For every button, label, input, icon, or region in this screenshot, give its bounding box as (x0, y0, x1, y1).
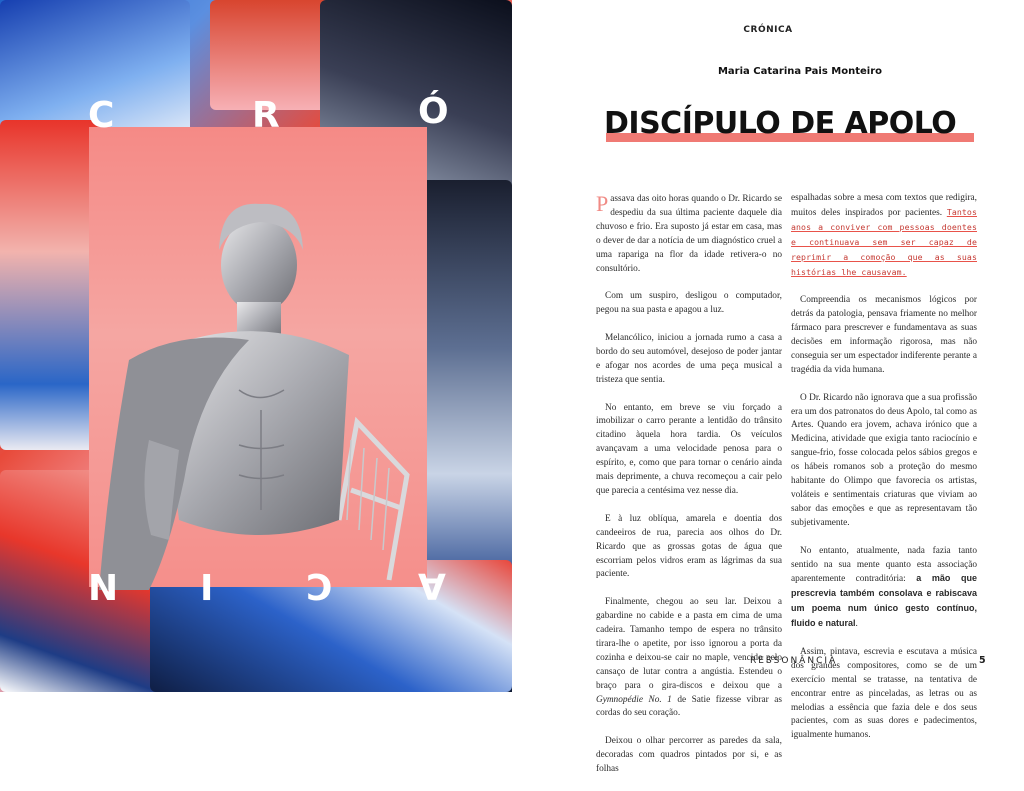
page-number: 5 (979, 655, 986, 666)
title-letter: R (252, 95, 280, 136)
text-column-left (596, 193, 782, 791)
magazine-name: RESSONÂNCIA (750, 656, 838, 666)
paragraph: Melancólico, iniciou a jornada rumo a casa a bordo do seu automóvel, desejoso de poder jantar e afogar nos acordes de uma peça musical a tristeza que sentia. (596, 333, 782, 385)
paint-stroke (210, 0, 330, 110)
title-letter: I (200, 565, 214, 606)
title-letter: C (88, 95, 115, 136)
paragraph: Deixou o olhar percorrer as paredes da sala, decoradas com quadros pintados por si, e as folhas (596, 736, 782, 775)
article-title-block (604, 106, 956, 141)
title-letter: Ó (418, 91, 449, 132)
paragraph-text: Finalmente, chegou ao seu lar. Deixou a gabardine no cabide e a pasta em cima de uma cadeira. Tamanho tempo de espera no trânsito tirara-lhe o apetite, por isso ignorou a porta da cozinha e deixou-se cair no maple, vencido pelo cansaço de lutar contra a angústia. Estendeu o braço para o gira-discos e deixou que a (596, 597, 782, 691)
paragraph: O Dr. Ricardo não ignorava que a sua profissão era um dos patronatos do deus Apolo, tal como as Artes. Quando era jovem, achava irónico que a Medicina, atividade que exigia tanto raciocínio e sangue-frio, fosse colocada pelos sábios gregos e os hábeis romanos sob a proteção do mesmo habitante do Olimpo que favorecia os artistas, voláteis e sentimentais criaturas que viviam ao sabor das emoções e que as representavam tão subjetivamente. (791, 392, 977, 528)
highlighted-quote: Tantos anos a conviver com pessoas doentes e continuava sem ser capaz de reprimir a comoção que as suas histórias lhe causavam. (791, 206, 977, 277)
paragraph (791, 192, 977, 280)
article-title: DISCÍPULO DE APOLO (604, 106, 957, 141)
paragraph-text: assava das oito horas quando o Dr. Ricardo se despediu da sua última paciente daquele dia chuvoso e frio. Era suposto já estar em casa, mas o dever de dar a notícia de um diagnóstico cruel a uma rapariga na flor da idade retivera-o no consultório. (596, 194, 782, 274)
paragraph: Assim, pintava, escrevia e escutava a música dos grandes compositores, como se de um exercício mental se tratasse, na tentativa de encontrar entre as pinceladas, as letras ou as melodias a essência que fazia dele e dos seus pacientes, com as suas dores e padecimentos, igualmente humanos. (791, 646, 977, 741)
paint-stroke (420, 180, 512, 600)
paragraph (596, 193, 782, 276)
paragraph-text: de Satie fizesse vibrar as cordas do seu coração. (596, 694, 782, 719)
music-title: Gymnopédie No. 1 (596, 694, 672, 705)
paragraph: E à luz oblíqua, amarela e doentia dos candeeiros de rua, parecia aos olhos do Dr. Ricardo que as grossas gotas de água que escorriam pelos vidros eram as lágrimas da sua paciente. (596, 513, 782, 580)
paragraph-text: . (855, 619, 858, 630)
cover-artwork (0, 0, 512, 692)
paragraph-text: espalhadas sobre a mesa com textos que redigira, muitos deles inspirados por pacientes. (791, 193, 977, 218)
section-label: CRÓNICA (743, 25, 793, 35)
author-name: Maria Catarina Pais Monteiro (717, 66, 882, 77)
title-letter: A (418, 565, 446, 606)
paragraph (791, 545, 977, 632)
paragraph: No entanto, em breve se viu forçado a imobilizar o carro perante a lentidão do trânsito citadino àquela hora tardia. Os veículos avançavam a uma velocidade penosa para o espírito, e, como que para tornar o cenário ainda mais deprimente, a chuva recomeçou a cair pelo que parecia a centésima vez nesse dia. (596, 402, 782, 496)
paragraph: Com um suspiro, desligou o computador, pegou na sua pasta e apagou a luz. (596, 291, 782, 316)
text-column-right (791, 192, 977, 757)
paint-stroke (0, 120, 100, 450)
paragraph: Compreendia os mecanismos lógicos por detrás da patologia, pensava friamente no melhor fármaco para prescrever e fundamentava as suas decisões em informação rigorosa, mas não conseguia ser um espectador indiferente perante a tragédia da vida humana. (791, 295, 977, 375)
paragraph-text: No entanto, atualmente, nada fazia tanto sentido na sua mente quanto esta associação aparentemente contraditória: (791, 545, 977, 585)
title-letter: N (88, 565, 119, 606)
drop-cap: P (596, 191, 609, 216)
apollo-statue-image (89, 190, 429, 590)
bold-statement: a mão que prescrevia também consolava e rabiscava um poema num único gesto contínuo, fluido e natural (791, 573, 977, 629)
title-letter: C (306, 565, 333, 606)
